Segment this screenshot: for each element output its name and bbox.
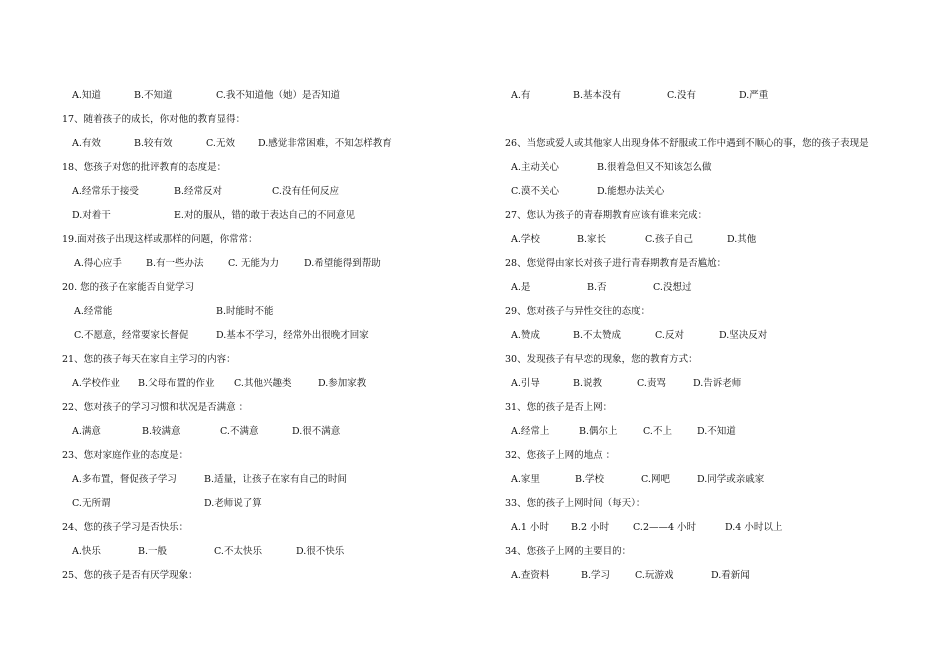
- options-row: [62, 420, 482, 444]
- option-item: D.同学或亲戚家: [697, 474, 765, 485]
- question-text: 31、您的孩子是否上网：: [505, 402, 613, 413]
- right-column: [505, 84, 925, 588]
- question-text: 18、您孩子对您的批评教育的态度是：: [62, 162, 227, 173]
- left-column: [62, 84, 482, 588]
- options-row: [62, 324, 482, 348]
- option-item: C.不满意: [220, 426, 259, 437]
- options-row: [62, 540, 482, 564]
- option-item: D.能想办法关心: [597, 186, 665, 197]
- option-item: C.没想过: [653, 282, 692, 293]
- option-item: B.否: [587, 282, 607, 293]
- option-item: A.有效: [72, 138, 101, 149]
- option-item: A.经常能: [74, 306, 113, 317]
- blank-line: [505, 108, 925, 132]
- question-text: 24、您的孩子学习是否快乐：: [62, 522, 189, 533]
- option-item: D.告诉老师: [693, 378, 742, 389]
- option-item: B.基本没有: [573, 90, 622, 101]
- options-row: [505, 156, 925, 180]
- option-item: B.较满意: [142, 426, 181, 437]
- option-item: D.4 小时以上: [725, 522, 783, 533]
- option-item: B.学习: [581, 570, 611, 581]
- option-item: D.对着干: [72, 210, 111, 221]
- option-item: B.有一些办法: [146, 258, 204, 269]
- option-item: D.严重: [739, 90, 769, 101]
- options-row: [62, 132, 482, 156]
- option-item: A.满意: [72, 426, 101, 437]
- question-text: 26、当您或爱人或其他家人出现身体不舒服或工作中遇到不顺心的事，您的孩子表现是: [505, 138, 869, 149]
- option-item: A.是: [511, 282, 531, 293]
- option-item: C.没有任何反应: [272, 186, 339, 197]
- option-item: B.说教: [573, 378, 603, 389]
- options-row: [62, 492, 482, 516]
- options-row: [62, 300, 482, 324]
- option-item: A.1 小时: [511, 522, 549, 533]
- option-item: B.时能时不能: [216, 306, 274, 317]
- option-item: B.一般: [138, 546, 168, 557]
- option-item: D.其他: [727, 234, 757, 245]
- question-text: 23、您对家庭作业的态度是：: [62, 450, 189, 461]
- option-item: C.无所谓: [72, 498, 111, 509]
- option-item: C.玩游戏: [635, 570, 674, 581]
- option-item: B.2 小时: [571, 522, 610, 533]
- options-row: [505, 84, 925, 108]
- options-row: [505, 564, 925, 588]
- question-text: 27、您认为孩子的青春期教育应该有谁来完成：: [505, 210, 708, 221]
- options-row: [505, 420, 925, 444]
- question-text: 17、随着孩子的成长，你对他的教育显得：: [62, 114, 246, 125]
- option-item: B.很着急但又不知该怎么做: [597, 162, 712, 173]
- question-text: 30、发现孩子有早恋的现象，您的教育方式：: [505, 354, 698, 365]
- option-item: C.2——4 小时: [633, 522, 697, 533]
- option-item: C.不上: [643, 426, 672, 437]
- options-row: [62, 468, 482, 492]
- options-row: [62, 252, 482, 276]
- option-item: D.坚决反对: [719, 330, 768, 341]
- option-item: E.对的服从，错的敢于表达自己的不同意见: [174, 210, 355, 221]
- option-item: D.很不满意: [292, 426, 341, 437]
- question-text: 19.面对孩子出现这样或那样的问题，你常常：: [62, 234, 258, 245]
- option-item: A.查资料: [511, 570, 550, 581]
- option-item: C.反对: [655, 330, 684, 341]
- options-row: [62, 180, 482, 204]
- option-item: C.孩子自己: [645, 234, 693, 245]
- option-item: D.感觉非常困难，不知怎样教育: [258, 138, 392, 149]
- option-item: D.基本不学习，经常外出很晚才回家: [216, 330, 369, 341]
- options-row: [505, 276, 925, 300]
- option-item: C.责骂: [637, 378, 666, 389]
- options-row: [62, 204, 482, 228]
- question-text: 34、您孩子上网的主要目的：: [505, 546, 632, 557]
- option-item: B.适量，让孩子在家有自己的时间: [204, 474, 348, 485]
- option-item: C.无效: [206, 138, 235, 149]
- options-row: [505, 324, 925, 348]
- option-item: B.不知道: [134, 90, 173, 101]
- option-item: B.家长: [577, 234, 607, 245]
- option-item: B.学校: [575, 474, 605, 485]
- option-item: B.不太赞成: [573, 330, 622, 341]
- option-item: C. 无能为力: [228, 258, 279, 269]
- options-row: [62, 84, 482, 108]
- option-item: D.希望能得到帮助: [304, 258, 381, 269]
- option-item: A.经常乐于接受: [72, 186, 139, 197]
- option-item: C.没有: [667, 90, 696, 101]
- option-item: D.不知道: [697, 426, 736, 437]
- option-item: C.我不知道他（她）是否知道: [216, 90, 340, 101]
- options-row: [505, 228, 925, 252]
- option-item: D.老师说了算: [204, 498, 262, 509]
- option-item: C.其他兴趣类: [234, 378, 292, 389]
- question-text: 33、您的孩子上网时间（每天）：: [505, 498, 646, 509]
- option-item: D.参加家教: [318, 378, 367, 389]
- question-text: 21、您的孩子每天在家自主学习的内容：: [62, 354, 236, 365]
- option-item: D.看新闻: [711, 570, 750, 581]
- option-item: A.有: [511, 90, 531, 101]
- option-item: B.父母布置的作业: [138, 378, 215, 389]
- options-row: [62, 372, 482, 396]
- option-item: A.经常上: [511, 426, 550, 437]
- option-item: A.知道: [72, 90, 101, 101]
- options-row: [505, 372, 925, 396]
- option-item: C.漠不关心: [511, 186, 559, 197]
- option-item: A.学校: [511, 234, 540, 245]
- option-item: A.得心应手: [74, 258, 122, 269]
- option-item: A.主动关心: [511, 162, 559, 173]
- question-text: 29、您对孩子与异性交往的态度：: [505, 306, 651, 317]
- option-item: C.网吧: [641, 474, 670, 485]
- option-item: B.偶尔上: [579, 426, 618, 437]
- question-text: 20. 您的孩子在家能否自觉学习: [62, 282, 195, 293]
- question-text: 25、您的孩子是否有厌学现象：: [62, 570, 198, 581]
- options-row: [505, 180, 925, 204]
- option-item: D.很不快乐: [296, 546, 345, 557]
- question-text: 32、您孩子上网的地点 ：: [505, 450, 616, 461]
- option-item: A.赞成: [511, 330, 540, 341]
- options-row: [505, 468, 925, 492]
- option-item: C.不太快乐: [214, 546, 262, 557]
- question-text: 28、您觉得由家长对孩子进行青春期教育是否尴尬：: [505, 258, 727, 269]
- option-item: A.家里: [511, 474, 540, 485]
- option-item: B.经常反对: [174, 186, 223, 197]
- option-item: A.引导: [511, 378, 540, 389]
- option-item: A.多布置，督促孩子学习: [72, 474, 177, 485]
- option-item: B.较有效: [134, 138, 173, 149]
- question-text: 22、您对孩子的学习习惯和状况是否满意 ：: [62, 402, 249, 413]
- option-item: A.快乐: [72, 546, 101, 557]
- options-row: [505, 516, 925, 540]
- option-item: A.学校作业: [72, 378, 120, 389]
- option-item: C.不愿意，经常要家长督促: [74, 330, 189, 341]
